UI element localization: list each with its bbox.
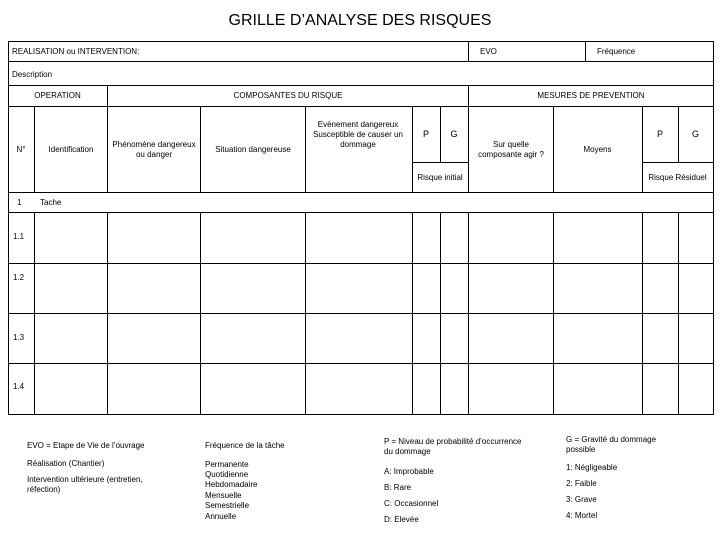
legend-probabilite-item: A: Improbable [384,467,434,476]
phenomene-header: Phénomène dangereux ou danger [112,139,196,159]
legend-frequence-item: Quotidienne [205,470,249,479]
mesures-header: MESURES DE PREVENTION [537,91,645,100]
legend-evo-title: EVO = Etape de Vie de l’ouvrage [27,441,145,450]
num-header: N° [16,144,26,154]
legend-probabilite-title: P = Niveau de probabilité d’occurrence du dommage [384,437,522,457]
row-num: 1 [17,198,22,207]
identification-header: Identification [48,144,94,154]
legend-frequence-item: Annuelle [205,512,237,521]
realisation-label: REALISATION ou INTERVENTION: [12,47,140,56]
legend-evo-item: Réalisation (Chantier) [27,459,105,468]
legend-frequence-item: Permanente [205,460,249,469]
evenement-header: Evènement dangereux Susceptible de causer un dommage [313,119,403,149]
risque-residuel-header: Risque Résiduel [648,172,707,182]
row-num: 1.4 [13,382,25,391]
description-label: Description [12,70,53,79]
row-num: 1.2 [13,273,25,282]
legend-probabilite-item: C: Occasionnel [384,499,439,508]
legend-probabilite-item: B: Rare [384,483,412,492]
legend-gravite-title: G = Gravité du dommage possible [566,435,657,455]
legend-frequence-item: Mensuelle [205,491,242,500]
moyens-header: Moyens [583,144,612,154]
legend-gravite-item: 1: Négligeable [566,463,618,472]
legend-gravite-item: 4: Mortel [566,511,598,520]
g-header: G [450,128,458,139]
legend-probabilite-item: D: Elevée [384,515,419,524]
p-header: P [422,128,429,139]
operation-header: OPERATION [34,91,81,100]
legend-gravite-item: 2: Faible [566,479,597,488]
legend-gravite-item: 3: Grave [566,495,597,504]
row-num: 1.1 [13,232,25,241]
page-title: GRILLE D’ANALYSE DES RISQUES [228,12,492,29]
composantes-header: COMPOSANTES DU RISQUE [233,91,343,100]
row-num: 1.3 [13,333,25,342]
legend-frequence-title: Fréquence de la tâche [205,441,285,450]
frequence-label: Fréquence [597,47,636,56]
g2-header: G [691,128,699,139]
legend-frequence-item: Hebdomadaire [205,480,258,489]
legend-evo-item: Intervention ultérieure (entretien, réfection) [27,475,143,495]
evo-label: EVO [480,47,497,56]
situation-header: Situation dangereuse [215,144,291,154]
composante-header: Sur quelle composante agir ? [478,139,544,159]
row-label: Tache [40,198,62,207]
risque-initial-header: Risque initial [417,172,463,182]
legend-frequence-item: Semestrielle [205,501,250,510]
p2-header: P [656,128,663,139]
